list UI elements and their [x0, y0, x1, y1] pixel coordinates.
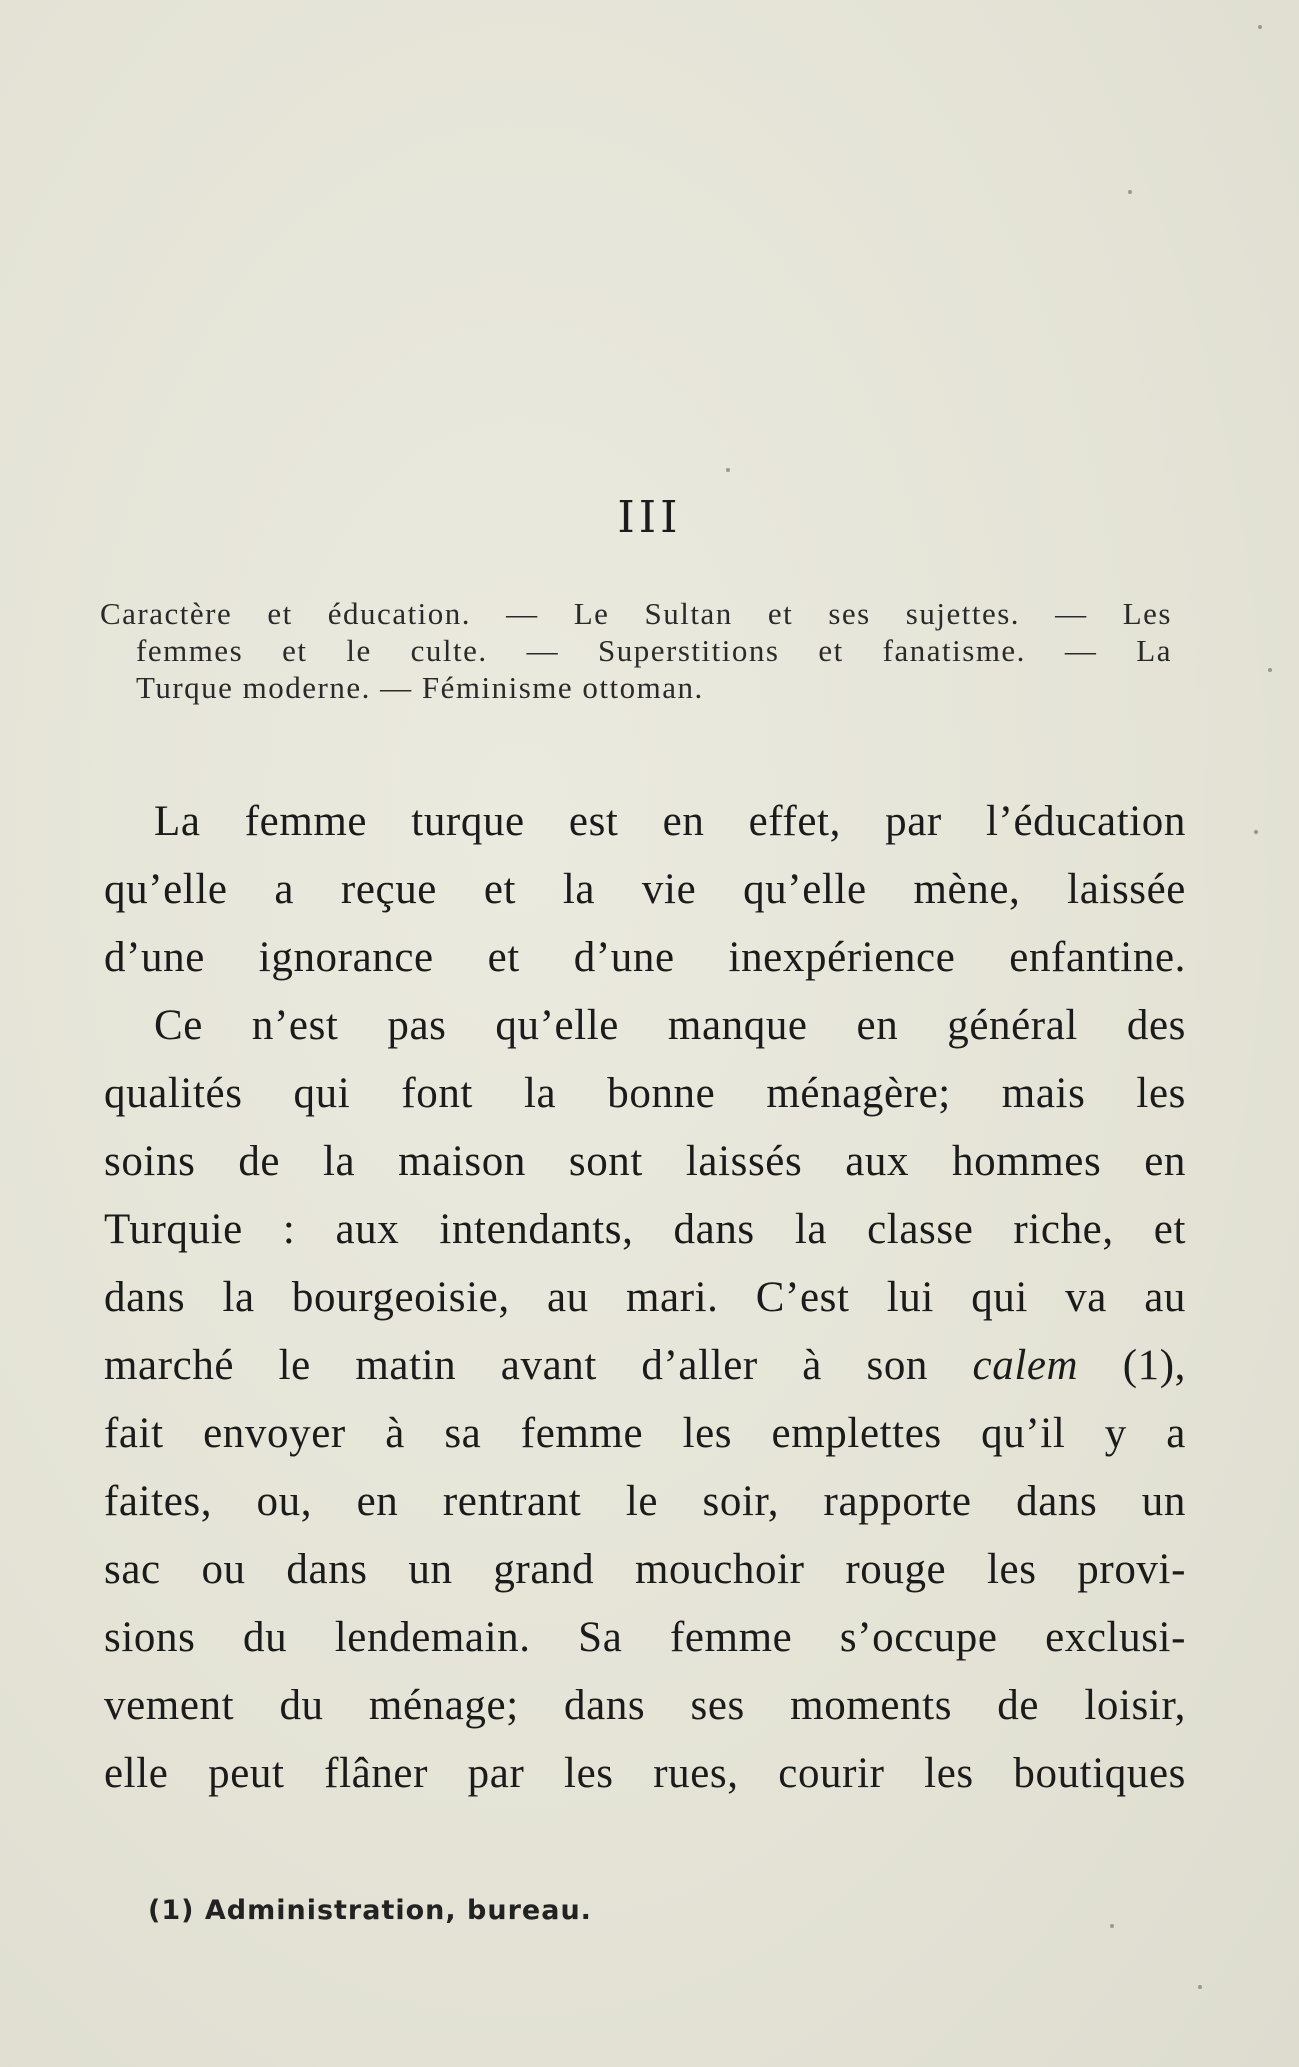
paragraph-line: sac ou dans un grand mouchoir rouge les provi-: [104, 1546, 1186, 1593]
paper-speck: [1268, 668, 1272, 672]
paragraph-line: vement du ménage; dans ses moments de loisir,: [104, 1682, 1186, 1729]
paragraph-line-with-italic: [104, 1332, 1186, 1400]
paragraph-line: soins de la maison sont laissés aux hommes en: [104, 1138, 1186, 1185]
paragraph-line: Turquie : aux intendants, dans la classe riche, et: [104, 1206, 1186, 1253]
italic-term: calem: [972, 1342, 1079, 1389]
paragraph-line: La femme turque est en effet, par l’éducation: [154, 798, 1186, 845]
summary-line: Turque moderne. — Féminisme ottoman.: [136, 670, 704, 705]
paper-speck: [1128, 190, 1132, 194]
body-text: [104, 788, 1186, 1808]
paper-speck: [1198, 1985, 1202, 1989]
paper-speck: [1254, 830, 1258, 834]
paragraph-line: sions du lendemain. Sa femme s’occupe exclusi-: [104, 1614, 1186, 1661]
paragraph-line: d’une ignorance et d’une inexpérience enfantine.: [104, 934, 1186, 981]
paragraph-line: faites, ou, en rentrant le soir, rapporte dans un: [104, 1478, 1186, 1525]
paragraph-line: dans la bourgeoisie, au mari. C’est lui qui va au: [104, 1274, 1186, 1321]
footnote-reference: (1),: [1078, 1342, 1186, 1389]
paragraph-line: qualités qui font la bonne ménagère; mais les: [104, 1070, 1186, 1117]
summary-line: femmes et le culte. — Superstitions et fanatisme. — La: [136, 633, 1172, 668]
paper-speck: [1258, 25, 1262, 29]
chapter-number: III: [617, 492, 682, 543]
paragraph-line: fait envoyer à sa femme les emplettes qu’il y a: [104, 1410, 1186, 1457]
summary-line: Caractère et éducation. — Le Sultan et ses sujettes. — Les: [100, 596, 1172, 631]
paragraph-line: qu’elle a reçue et la vie qu’elle mène, laissée: [104, 866, 1186, 913]
chapter-summary: [100, 595, 1172, 706]
line-text: marché le matin avant d’aller à son: [104, 1342, 973, 1389]
paragraph-line: Ce n’est pas qu’elle manque en général des: [154, 1002, 1186, 1049]
footnote: (1) Administration, bureau.: [148, 1895, 592, 1926]
paper-speck: [726, 468, 730, 472]
paper-speck: [1110, 1924, 1114, 1928]
paragraph-line: elle peut flâner par les rues, courir les boutiques: [104, 1750, 1186, 1797]
